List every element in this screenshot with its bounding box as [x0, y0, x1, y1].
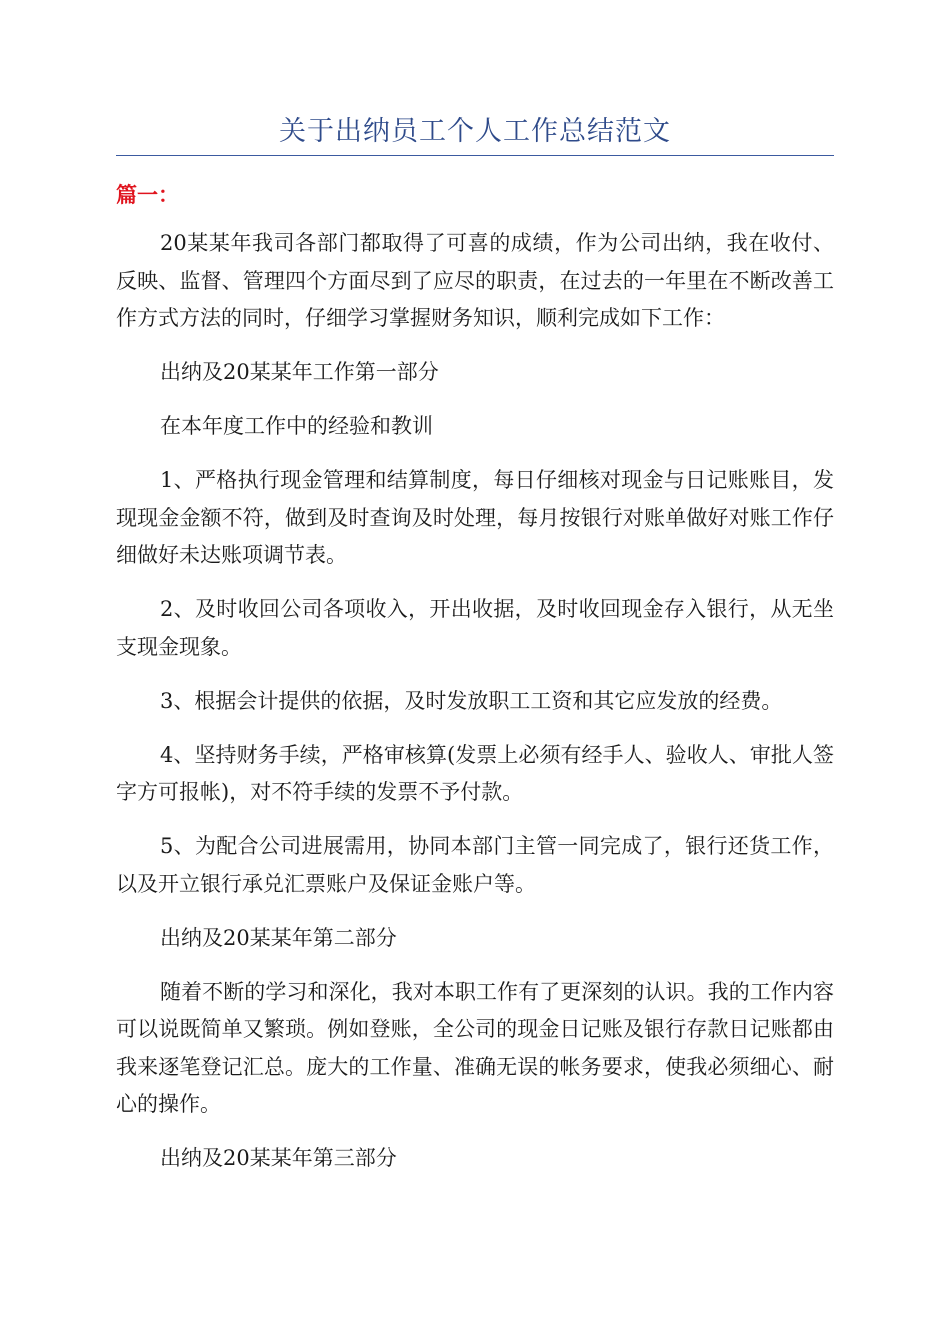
paragraph-item-5: 5、为配合公司进展需用，协同本部门主管一同完成了，银行还货工作，以及开立银行承兑汇票账户及保证金账户等。: [116, 834, 834, 896]
paragraph-part-two-heading: 出纳及20某某年第二部分: [160, 925, 397, 950]
paragraph-item-2: 2、及时收回公司各项收入，开出收据，及时收回现金存入银行，从无坐支现金现象。: [116, 597, 834, 659]
paragraph-intro: 20某某年我司各部门都取得了可喜的成绩，作为公司出纳，我在收付、反映、监督、管理四个方面尽到了应尽的职责，在过去的一年里在不断改善工作方式方法的同时，仔细学习掌握财务知识，顺利完成如下工作：: [116, 231, 834, 330]
paragraph-item-1: 1、严格执行现金管理和结算制度，每日仔细核对现金与日记账账目，发现现金金额不符，做到及时查询及时处理，每月按银行对账单做好对账工作仔细做好未达账项调节表。: [116, 468, 834, 567]
paragraph-part-one-heading: 出纳及20某某年工作第一部分: [160, 360, 439, 384]
paragraph-item-3: 3、根据会计提供的依据，及时发放职工工资和其它应发放的经费。: [160, 688, 783, 713]
section-heading: 篇一：: [116, 183, 179, 207]
paragraph-part-three-heading: 出纳及20某某年第三部分: [160, 1146, 397, 1170]
paragraph-lessons-heading: 在本年度工作中的经验和教训: [160, 414, 433, 438]
paragraph-part-two-body: 随着不断的学习和深化，我对本职工作有了更深刻的认识。我的工作内容可以说既简单又繁琐。例如登账，全公司的现金日记账及银行存款日记账都由我来逐笔登记汇总。庞大的工作量、准确无误的帐务要求，使我必须细心、耐心的操作。: [116, 979, 834, 1116]
document-title: 关于出纳员工个人工作总结范文: [279, 116, 671, 147]
document-body: [116, 225, 834, 1194]
title-underline: [116, 155, 834, 156]
paragraph-item-4: 4、坚持财务手续，严格审核算(发票上必须有经手人、验收人、审批人签字方可报帐)，对不符手续的发票不予付款。: [116, 742, 834, 804]
